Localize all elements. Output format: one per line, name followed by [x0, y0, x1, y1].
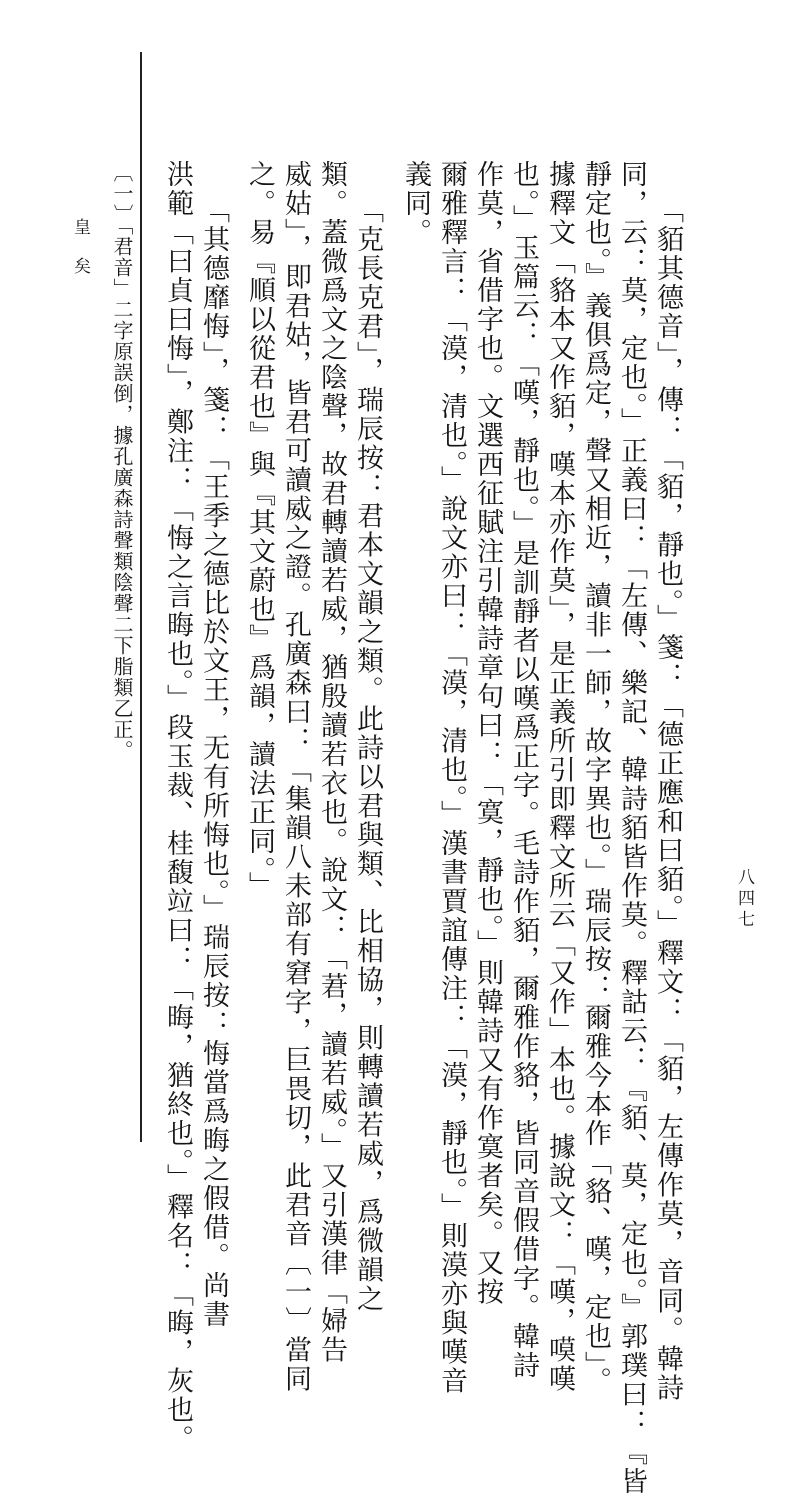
text-column-11: 威姑」，即君姑，皆君可讀威之證。孔廣森曰：「集韻八未部有窘字，巨畏切，此君音〔一〕當同 [280, 160, 311, 1394]
text-column-7: 爾雅釋言：「漠，清也。」說文亦曰：「漠，清也。」漢書賈誼傳注：「漠，靜也。」則漠亦與嘆音 [436, 160, 467, 1396]
text-column-2: 同，云：莫，定也。」正義曰：「左傳、樂記、韓詩貊皆作莫。釋詁云：『貊、莫，定也。』郭璞曰：『皆 [616, 160, 647, 1496]
running-header: 皇矣 [70, 218, 90, 296]
text-column-3: 靜定也。』義俱爲定，聲又相近，讀非一師，故字異也。」瑞辰按：爾雅今本作「貉、嘆，定也」。 [580, 160, 611, 1396]
text-column-6: 作莫，省借字也。文選西征賦注引韓詩章句曰：「寞，靜也。」則韓詩又有作寞者矣。又按 [472, 160, 503, 1307]
text-column-1: 「貊其德音」，傳：「貊，靜也。」箋：「德正應和曰貊。」釋文：「貊，左傳作莫，音同。韓詩 [652, 196, 683, 1403]
page-number: 八四七 [734, 868, 754, 931]
text-column-14: 洪範「曰貞曰悔」，鄭注：「悔之言晦也。」段玉裁、桂馥竝曰：「晦，猶終也。」釋名：「晦，灰也。 [162, 160, 193, 1454]
footnote: 〔一〕「君音」二字原誤倒，據孔廣森詩聲類陰聲二下脂類乙正。 [110, 162, 134, 761]
text-column-8: 義同。 [400, 160, 431, 247]
text-column-12: 之。易『順以從君也』與『其文蔚也』爲韻，讀法正同。」 [244, 160, 275, 901]
text-column-13: 「其德靡悔」，箋：「王季之德比於文王，无有所悔也。」瑞辰按：悔當爲晦之假借。尚書 [198, 196, 229, 1329]
text-column-9: 「克長克君」，瑞辰按：君本文韻之類。此詩以君與類、比相協，則轉讀若威，爲微韻之 [352, 196, 383, 1314]
text-column-5: 也。」玉篇云：「嘆，靜也。」是訓靜者以嘆爲正字。毛詩作貊，爾雅作貉，皆同音假借字。韓詩 [508, 160, 539, 1380]
text-column-4: 據釋文「貉本又作貊，嘆本亦作莫」，是正義所引即釋文所云「又作」本也。據說文：「嘆，嗼嘆 [544, 160, 575, 1394]
text-column-10: 類。蓋微爲文之陰聲，故君轉讀若威，猶殷讀若衣也。說文：「莙，讀若威。」又引漢律「婦告 [316, 160, 347, 1365]
footnote-divider [140, 52, 142, 1142]
